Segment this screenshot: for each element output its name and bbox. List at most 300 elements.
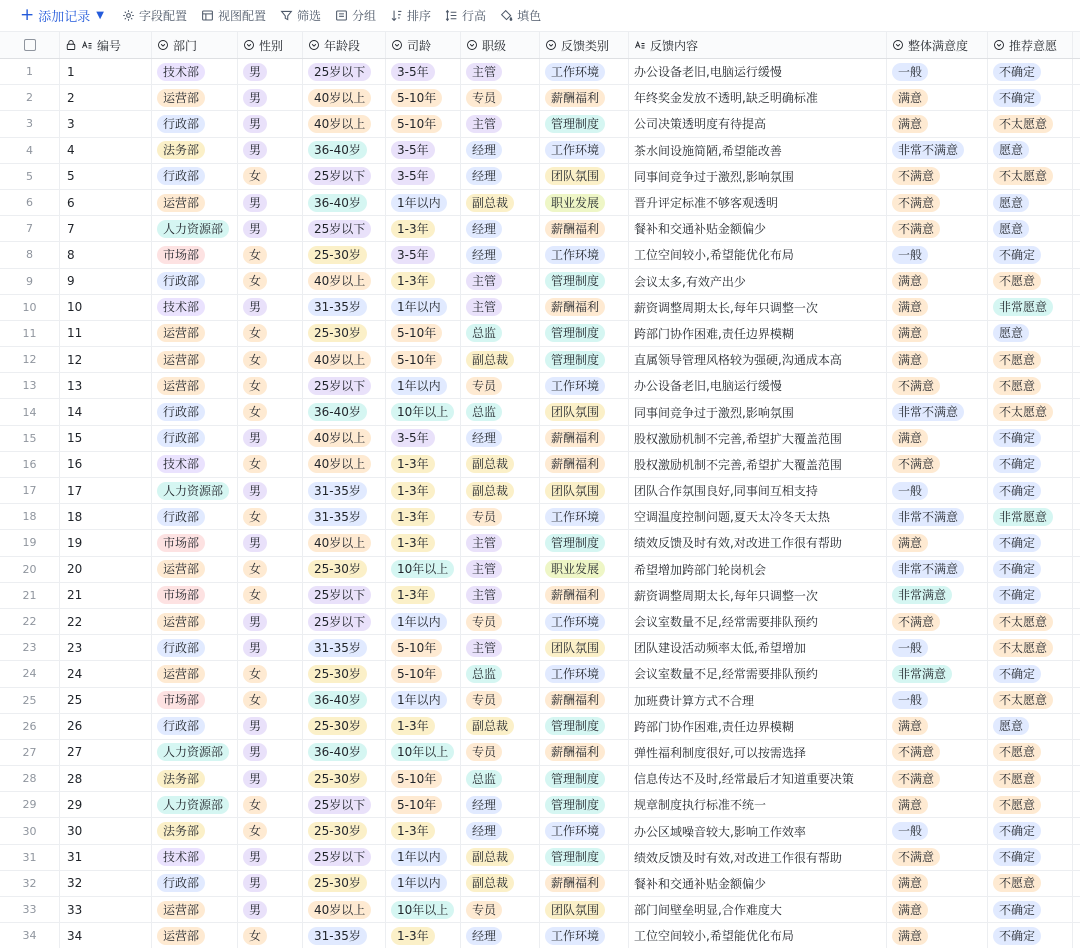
- id-cell[interactable]: [60, 59, 152, 84]
- recommendation-cell[interactable]: [988, 216, 1073, 241]
- department-cell[interactable]: [152, 661, 238, 686]
- satisfaction-cell[interactable]: [887, 714, 988, 739]
- job-level-cell[interactable]: [461, 347, 540, 372]
- toolbar-filter-button[interactable]: [280, 7, 321, 24]
- feedback-content-cell[interactable]: [629, 714, 887, 739]
- feedback-category-cell[interactable]: [540, 740, 629, 765]
- recommendation-cell[interactable]: [988, 661, 1073, 686]
- tenure-cell[interactable]: [386, 583, 461, 608]
- age-group-cell[interactable]: [303, 871, 386, 896]
- table-row[interactable]: [0, 897, 1080, 923]
- table-row[interactable]: [0, 269, 1080, 295]
- gender-cell[interactable]: [238, 373, 303, 398]
- age-group-cell[interactable]: [303, 164, 386, 189]
- tenure-cell[interactable]: [386, 871, 461, 896]
- feedback-content-cell[interactable]: [629, 557, 887, 582]
- table-row[interactable]: [0, 216, 1080, 242]
- feedback-category-cell[interactable]: [540, 426, 629, 451]
- feedback-content-cell[interactable]: [629, 59, 887, 84]
- job-level-cell[interactable]: [461, 190, 540, 215]
- recommendation-cell[interactable]: [988, 897, 1073, 922]
- recommendation-cell[interactable]: [988, 321, 1073, 346]
- feedback-category-cell[interactable]: [540, 399, 629, 424]
- column-header[interactable]: [461, 32, 540, 58]
- tenure-cell[interactable]: [386, 452, 461, 477]
- recommendation-cell[interactable]: [988, 714, 1073, 739]
- department-cell[interactable]: [152, 426, 238, 451]
- tenure-cell[interactable]: [386, 85, 461, 110]
- age-group-cell[interactable]: [303, 373, 386, 398]
- tenure-cell[interactable]: [386, 923, 461, 948]
- department-cell[interactable]: [152, 111, 238, 136]
- recommendation-cell[interactable]: [988, 269, 1073, 294]
- table-row[interactable]: [0, 426, 1080, 452]
- table-row[interactable]: [0, 242, 1080, 268]
- feedback-category-cell[interactable]: [540, 635, 629, 660]
- recommendation-cell[interactable]: [988, 347, 1073, 372]
- job-level-cell[interactable]: [461, 373, 540, 398]
- satisfaction-cell[interactable]: [887, 635, 988, 660]
- recommendation-cell[interactable]: [988, 452, 1073, 477]
- tenure-cell[interactable]: [386, 295, 461, 320]
- feedback-category-cell[interactable]: [540, 347, 629, 372]
- recommendation-cell[interactable]: [988, 190, 1073, 215]
- table-row[interactable]: [0, 295, 1080, 321]
- satisfaction-cell[interactable]: [887, 897, 988, 922]
- satisfaction-cell[interactable]: [887, 452, 988, 477]
- feedback-content-cell[interactable]: [629, 452, 887, 477]
- satisfaction-cell[interactable]: [887, 347, 988, 372]
- tenure-cell[interactable]: [386, 321, 461, 346]
- satisfaction-cell[interactable]: [887, 164, 988, 189]
- recommendation-cell[interactable]: [988, 164, 1073, 189]
- feedback-category-cell[interactable]: [540, 242, 629, 267]
- gender-cell[interactable]: [238, 269, 303, 294]
- gender-cell[interactable]: [238, 164, 303, 189]
- tenure-cell[interactable]: [386, 347, 461, 372]
- column-header[interactable]: [988, 32, 1073, 58]
- satisfaction-cell[interactable]: [887, 583, 988, 608]
- toolbar-fill-color-button[interactable]: [500, 7, 541, 24]
- table-row[interactable]: [0, 661, 1080, 687]
- department-cell[interactable]: [152, 295, 238, 320]
- satisfaction-cell[interactable]: [887, 818, 988, 843]
- satisfaction-cell[interactable]: [887, 426, 988, 451]
- tenure-cell[interactable]: [386, 688, 461, 713]
- department-cell[interactable]: [152, 530, 238, 555]
- gender-cell[interactable]: [238, 766, 303, 791]
- job-level-cell[interactable]: [461, 452, 540, 477]
- table-row[interactable]: [0, 504, 1080, 530]
- recommendation-cell[interactable]: [988, 399, 1073, 424]
- gender-cell[interactable]: [238, 399, 303, 424]
- tenure-cell[interactable]: [386, 557, 461, 582]
- gender-cell[interactable]: [238, 740, 303, 765]
- gender-cell[interactable]: [238, 295, 303, 320]
- department-cell[interactable]: [152, 557, 238, 582]
- feedback-content-cell[interactable]: [629, 923, 887, 948]
- id-cell[interactable]: [60, 478, 152, 503]
- id-cell[interactable]: [60, 688, 152, 713]
- department-cell[interactable]: [152, 452, 238, 477]
- recommendation-cell[interactable]: [988, 871, 1073, 896]
- department-cell[interactable]: [152, 242, 238, 267]
- age-group-cell[interactable]: [303, 242, 386, 267]
- feedback-category-cell[interactable]: [540, 190, 629, 215]
- tenure-cell[interactable]: [386, 504, 461, 529]
- feedback-category-cell[interactable]: [540, 583, 629, 608]
- column-header[interactable]: [629, 32, 887, 58]
- gender-cell[interactable]: [238, 923, 303, 948]
- satisfaction-cell[interactable]: [887, 661, 988, 686]
- department-cell[interactable]: [152, 923, 238, 948]
- id-cell[interactable]: [60, 792, 152, 817]
- job-level-cell[interactable]: [461, 321, 540, 346]
- job-level-cell[interactable]: [461, 714, 540, 739]
- tenure-cell[interactable]: [386, 190, 461, 215]
- id-cell[interactable]: [60, 504, 152, 529]
- gender-cell[interactable]: [238, 85, 303, 110]
- feedback-category-cell[interactable]: [540, 478, 629, 503]
- department-cell[interactable]: [152, 897, 238, 922]
- feedback-category-cell[interactable]: [540, 216, 629, 241]
- age-group-cell[interactable]: [303, 766, 386, 791]
- id-cell[interactable]: [60, 845, 152, 870]
- recommendation-cell[interactable]: [988, 635, 1073, 660]
- table-row[interactable]: [0, 688, 1080, 714]
- feedback-content-cell[interactable]: [629, 321, 887, 346]
- id-cell[interactable]: [60, 242, 152, 267]
- satisfaction-cell[interactable]: [887, 216, 988, 241]
- column-header[interactable]: [152, 32, 238, 58]
- department-cell[interactable]: [152, 714, 238, 739]
- job-level-cell[interactable]: [461, 871, 540, 896]
- satisfaction-cell[interactable]: [887, 399, 988, 424]
- table-row[interactable]: [0, 635, 1080, 661]
- satisfaction-cell[interactable]: [887, 321, 988, 346]
- id-cell[interactable]: [60, 164, 152, 189]
- gender-cell[interactable]: [238, 661, 303, 686]
- department-cell[interactable]: [152, 871, 238, 896]
- satisfaction-cell[interactable]: [887, 59, 988, 84]
- feedback-content-cell[interactable]: [629, 373, 887, 398]
- feedback-content-cell[interactable]: [629, 504, 887, 529]
- job-level-cell[interactable]: [461, 557, 540, 582]
- feedback-category-cell[interactable]: [540, 452, 629, 477]
- job-level-cell[interactable]: [461, 478, 540, 503]
- gender-cell[interactable]: [238, 138, 303, 163]
- department-cell[interactable]: [152, 216, 238, 241]
- feedback-content-cell[interactable]: [629, 399, 887, 424]
- feedback-category-cell[interactable]: [540, 661, 629, 686]
- age-group-cell[interactable]: [303, 635, 386, 660]
- age-group-cell[interactable]: [303, 792, 386, 817]
- feedback-content-cell[interactable]: [629, 635, 887, 660]
- recommendation-cell[interactable]: [988, 426, 1073, 451]
- table-row[interactable]: [0, 85, 1080, 111]
- feedback-category-cell[interactable]: [540, 923, 629, 948]
- tenure-cell[interactable]: [386, 373, 461, 398]
- satisfaction-cell[interactable]: [887, 530, 988, 555]
- id-cell[interactable]: [60, 609, 152, 634]
- feedback-category-cell[interactable]: [540, 871, 629, 896]
- table-row[interactable]: [0, 478, 1080, 504]
- recommendation-cell[interactable]: [988, 845, 1073, 870]
- feedback-content-cell[interactable]: [629, 688, 887, 713]
- satisfaction-cell[interactable]: [887, 557, 988, 582]
- department-cell[interactable]: [152, 85, 238, 110]
- age-group-cell[interactable]: [303, 661, 386, 686]
- gender-cell[interactable]: [238, 242, 303, 267]
- satisfaction-cell[interactable]: [887, 792, 988, 817]
- department-cell[interactable]: [152, 399, 238, 424]
- satisfaction-cell[interactable]: [887, 504, 988, 529]
- department-cell[interactable]: [152, 609, 238, 634]
- id-cell[interactable]: [60, 216, 152, 241]
- satisfaction-cell[interactable]: [887, 871, 988, 896]
- recommendation-cell[interactable]: [988, 609, 1073, 634]
- table-row[interactable]: [0, 557, 1080, 583]
- satisfaction-cell[interactable]: [887, 269, 988, 294]
- gender-cell[interactable]: [238, 347, 303, 372]
- table-row[interactable]: [0, 609, 1080, 635]
- age-group-cell[interactable]: [303, 269, 386, 294]
- age-group-cell[interactable]: [303, 557, 386, 582]
- recommendation-cell[interactable]: [988, 530, 1073, 555]
- tenure-cell[interactable]: [386, 897, 461, 922]
- job-level-cell[interactable]: [461, 688, 540, 713]
- age-group-cell[interactable]: [303, 478, 386, 503]
- age-group-cell[interactable]: [303, 111, 386, 136]
- department-cell[interactable]: [152, 818, 238, 843]
- tenure-cell[interactable]: [386, 740, 461, 765]
- id-cell[interactable]: [60, 635, 152, 660]
- id-cell[interactable]: [60, 452, 152, 477]
- tenure-cell[interactable]: [386, 216, 461, 241]
- feedback-content-cell[interactable]: [629, 111, 887, 136]
- column-header[interactable]: [386, 32, 461, 58]
- satisfaction-cell[interactable]: [887, 295, 988, 320]
- satisfaction-cell[interactable]: [887, 138, 988, 163]
- feedback-category-cell[interactable]: [540, 295, 629, 320]
- department-cell[interactable]: [152, 504, 238, 529]
- table-row[interactable]: [0, 399, 1080, 425]
- id-cell[interactable]: [60, 583, 152, 608]
- satisfaction-cell[interactable]: [887, 242, 988, 267]
- toolbar-view-config-button[interactable]: [201, 7, 266, 24]
- feedback-category-cell[interactable]: [540, 321, 629, 346]
- recommendation-cell[interactable]: [988, 923, 1073, 948]
- department-cell[interactable]: [152, 635, 238, 660]
- tenure-cell[interactable]: [386, 399, 461, 424]
- satisfaction-cell[interactable]: [887, 609, 988, 634]
- table-row[interactable]: [0, 923, 1080, 948]
- feedback-category-cell[interactable]: [540, 714, 629, 739]
- feedback-category-cell[interactable]: [540, 845, 629, 870]
- id-cell[interactable]: [60, 818, 152, 843]
- gender-cell[interactable]: [238, 792, 303, 817]
- feedback-category-cell[interactable]: [540, 85, 629, 110]
- feedback-content-cell[interactable]: [629, 792, 887, 817]
- id-cell[interactable]: [60, 766, 152, 791]
- select-all-checkbox[interactable]: [24, 39, 36, 51]
- tenure-cell[interactable]: [386, 426, 461, 451]
- gender-cell[interactable]: [238, 111, 303, 136]
- table-row[interactable]: [0, 138, 1080, 164]
- job-level-cell[interactable]: [461, 609, 540, 634]
- table-row[interactable]: [0, 164, 1080, 190]
- job-level-cell[interactable]: [461, 740, 540, 765]
- tenure-cell[interactable]: [386, 818, 461, 843]
- id-cell[interactable]: [60, 871, 152, 896]
- department-cell[interactable]: [152, 740, 238, 765]
- gender-cell[interactable]: [238, 59, 303, 84]
- age-group-cell[interactable]: [303, 688, 386, 713]
- id-cell[interactable]: [60, 897, 152, 922]
- satisfaction-cell[interactable]: [887, 766, 988, 791]
- department-cell[interactable]: [152, 321, 238, 346]
- age-group-cell[interactable]: [303, 897, 386, 922]
- feedback-category-cell[interactable]: [540, 897, 629, 922]
- id-cell[interactable]: [60, 740, 152, 765]
- age-group-cell[interactable]: [303, 347, 386, 372]
- tenure-cell[interactable]: [386, 661, 461, 686]
- department-cell[interactable]: [152, 583, 238, 608]
- recommendation-cell[interactable]: [988, 85, 1073, 110]
- feedback-category-cell[interactable]: [540, 688, 629, 713]
- tenure-cell[interactable]: [386, 59, 461, 84]
- feedback-category-cell[interactable]: [540, 164, 629, 189]
- id-cell[interactable]: [60, 347, 152, 372]
- feedback-content-cell[interactable]: [629, 530, 887, 555]
- feedback-category-cell[interactable]: [540, 766, 629, 791]
- id-cell[interactable]: [60, 269, 152, 294]
- tenure-cell[interactable]: [386, 635, 461, 660]
- tenure-cell[interactable]: [386, 164, 461, 189]
- tenure-cell[interactable]: [386, 766, 461, 791]
- gender-cell[interactable]: [238, 190, 303, 215]
- department-cell[interactable]: [152, 190, 238, 215]
- job-level-cell[interactable]: [461, 766, 540, 791]
- job-level-cell[interactable]: [461, 923, 540, 948]
- feedback-content-cell[interactable]: [629, 295, 887, 320]
- job-level-cell[interactable]: [461, 792, 540, 817]
- feedback-content-cell[interactable]: [629, 426, 887, 451]
- tenure-cell[interactable]: [386, 714, 461, 739]
- age-group-cell[interactable]: [303, 321, 386, 346]
- feedback-category-cell[interactable]: [540, 557, 629, 582]
- gender-cell[interactable]: [238, 688, 303, 713]
- feedback-category-cell[interactable]: [540, 792, 629, 817]
- job-level-cell[interactable]: [461, 897, 540, 922]
- job-level-cell[interactable]: [461, 530, 540, 555]
- table-row[interactable]: [0, 373, 1080, 399]
- recommendation-cell[interactable]: [988, 792, 1073, 817]
- table-row[interactable]: [0, 845, 1080, 871]
- age-group-cell[interactable]: [303, 426, 386, 451]
- feedback-content-cell[interactable]: [629, 478, 887, 503]
- department-cell[interactable]: [152, 766, 238, 791]
- feedback-content-cell[interactable]: [629, 740, 887, 765]
- table-row[interactable]: [0, 111, 1080, 137]
- department-cell[interactable]: [152, 478, 238, 503]
- gender-cell[interactable]: [238, 714, 303, 739]
- age-group-cell[interactable]: [303, 138, 386, 163]
- feedback-content-cell[interactable]: [629, 766, 887, 791]
- age-group-cell[interactable]: [303, 452, 386, 477]
- recommendation-cell[interactable]: [988, 583, 1073, 608]
- table-row[interactable]: [0, 818, 1080, 844]
- tenure-cell[interactable]: [386, 111, 461, 136]
- recommendation-cell[interactable]: [988, 295, 1073, 320]
- feedback-content-cell[interactable]: [629, 85, 887, 110]
- column-header[interactable]: [540, 32, 629, 58]
- age-group-cell[interactable]: [303, 740, 386, 765]
- gender-cell[interactable]: [238, 818, 303, 843]
- department-cell[interactable]: [152, 347, 238, 372]
- table-row[interactable]: [0, 190, 1080, 216]
- feedback-content-cell[interactable]: [629, 242, 887, 267]
- satisfaction-cell[interactable]: [887, 740, 988, 765]
- feedback-content-cell[interactable]: [629, 661, 887, 686]
- recommendation-cell[interactable]: [988, 504, 1073, 529]
- recommendation-cell[interactable]: [988, 740, 1073, 765]
- column-header[interactable]: [238, 32, 303, 58]
- job-level-cell[interactable]: [461, 845, 540, 870]
- toolbar-gear-button[interactable]: [122, 7, 187, 24]
- department-cell[interactable]: [152, 373, 238, 398]
- id-cell[interactable]: [60, 399, 152, 424]
- feedback-category-cell[interactable]: [540, 138, 629, 163]
- id-cell[interactable]: [60, 530, 152, 555]
- tenure-cell[interactable]: [386, 609, 461, 634]
- tenure-cell[interactable]: [386, 269, 461, 294]
- job-level-cell[interactable]: [461, 635, 540, 660]
- age-group-cell[interactable]: [303, 818, 386, 843]
- feedback-category-cell[interactable]: [540, 269, 629, 294]
- department-cell[interactable]: [152, 792, 238, 817]
- age-group-cell[interactable]: [303, 85, 386, 110]
- feedback-content-cell[interactable]: [629, 138, 887, 163]
- satisfaction-cell[interactable]: [887, 85, 988, 110]
- job-level-cell[interactable]: [461, 661, 540, 686]
- tenure-cell[interactable]: [386, 242, 461, 267]
- recommendation-cell[interactable]: [988, 818, 1073, 843]
- table-row[interactable]: [0, 740, 1080, 766]
- satisfaction-cell[interactable]: [887, 688, 988, 713]
- id-cell[interactable]: [60, 111, 152, 136]
- age-group-cell[interactable]: [303, 59, 386, 84]
- feedback-category-cell[interactable]: [540, 818, 629, 843]
- feedback-category-cell[interactable]: [540, 59, 629, 84]
- feedback-category-cell[interactable]: [540, 609, 629, 634]
- tenure-cell[interactable]: [386, 845, 461, 870]
- age-group-cell[interactable]: [303, 583, 386, 608]
- age-group-cell[interactable]: [303, 714, 386, 739]
- age-group-cell[interactable]: [303, 845, 386, 870]
- id-cell[interactable]: [60, 321, 152, 346]
- table-row[interactable]: [0, 452, 1080, 478]
- tenure-cell[interactable]: [386, 478, 461, 503]
- feedback-content-cell[interactable]: [629, 609, 887, 634]
- gender-cell[interactable]: [238, 530, 303, 555]
- job-level-cell[interactable]: [461, 818, 540, 843]
- satisfaction-cell[interactable]: [887, 373, 988, 398]
- recommendation-cell[interactable]: [988, 138, 1073, 163]
- feedback-content-cell[interactable]: [629, 164, 887, 189]
- gender-cell[interactable]: [238, 871, 303, 896]
- recommendation-cell[interactable]: [988, 373, 1073, 398]
